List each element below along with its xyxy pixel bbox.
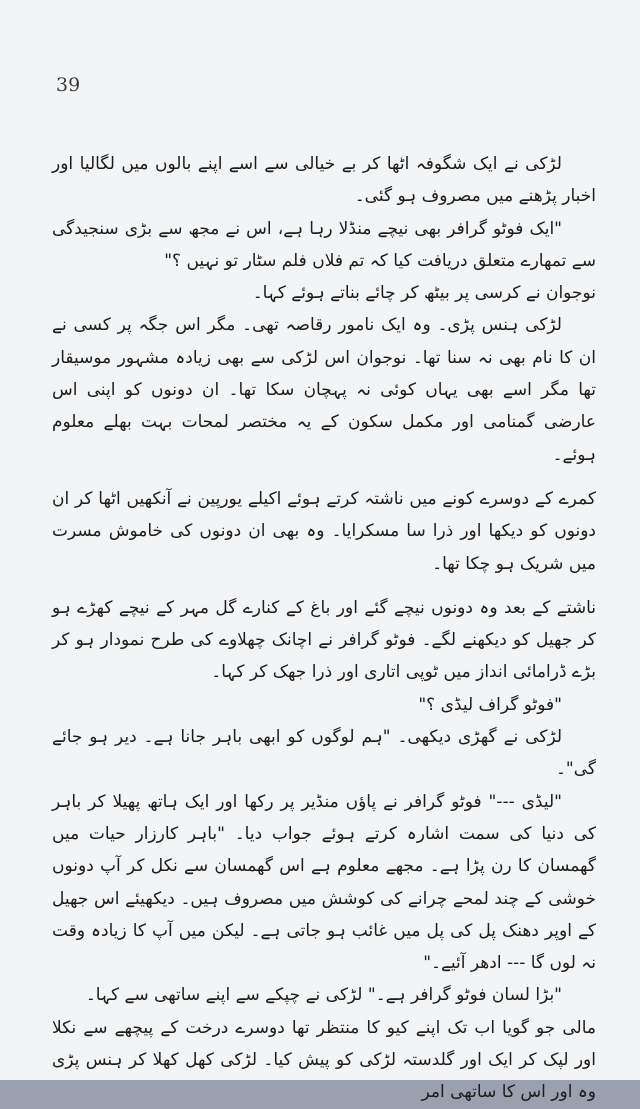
- paragraph: "بڑا لسان فوٹو گرافر ہے۔" لڑکی نے چپکے سے اپنے ساتھی سے کہا۔: [85, 985, 562, 1006]
- paragraph: ناشتے کے بعد وہ دونوں نیچے گئے اور باغ کے کنارے گل مہر کے نیچے کھڑے ہو کر جھیل کو دیکھنے لگے۔ فوٹو گرافر نے اچانک چھلاوے کی طرح نمودار ہو کر بڑے ڈرامائی انداز میں ٹوپی اتاری اور ذرا جھک کر کہا۔: [52, 597, 596, 683]
- paragraph: کمرے کے دوسرے کونے میں ناشتہ کرتے ہوئے اکیلے یورپین نے آنکھیں اٹھا کر ان دونوں کو دیکھا اور ذرا سا مسکرایا۔ وہ بھی ان دونوں کی خاموش مسرت میں شریک ہو چکا تھا۔: [52, 488, 596, 574]
- paragraph: نوجوان نے کرسی پر بیٹھ کر چائے بناتے ہوئے کہا۔: [252, 283, 596, 304]
- paragraph: "لیڈی ---" فوٹو گرافر نے پاؤں منڈیر پر رکھا اور ایک ہاتھ پھیلا کر باہر کی دنیا کی سمت اشارہ کرتے ہوئے جواب دیا۔ "باہر کارزار حیات میں گھمسان کا رن پڑا ہے۔ مجھے معلوم ہے اس گھمسان سے نکل کر آپ دونوں خوشی کے چند لمحے چرانے کی کوشش میں مصروف ہیں۔ دیکھیئے اس جھیل کے اوپر دھنک پل کی پل میں غائب ہو جاتی ہے۔ لیکن میں آپ کا زیادہ وقت نہ لوں گا --- ادھر آئیے۔": [52, 791, 596, 974]
- page-number: 39: [56, 74, 81, 96]
- paragraph: مالی جو گویا اب تک اپنے کیو کا منتظر تھا دوسرے درخت کے پیچھے سے نکلا اور لپک کر ایک اور گلدستہ لڑکی کو پیش کیا۔ لڑکی کھل کھلا کر ہنس پڑی وہ اور اس کا ساتھی امر: [52, 1017, 596, 1103]
- paragraph: لڑکی ہنس پڑی۔ وہ ایک نامور رقاصہ تھی۔ مگر اس جگہ پر کسی نے ان کا نام بھی نہ سنا تھا۔ نوجوان اس لڑکی سے بھی زیادہ مشہور موسیقار تھا مگر اسے بھی یہاں کوئی نہ پہچان سکا تھا۔ ان دونوں کو اپنی اس عارضی گمنامی اور مکمل سکون کے یہ مختصر لمحات بہت بھلے معلوم ہوئے۔: [52, 315, 596, 465]
- page-text: [52, 148, 596, 1109]
- paragraph: "ایک فوٹو گرافر بھی نیچے منڈلا رہا ہے، اس نے مجھ سے بڑی سنجیدگی سے تمھارے متعلق دریافت کیا کہ تم فلاں فلم سٹار تو نہیں ؟": [52, 218, 596, 271]
- paragraph: "فوٹو گراف لیڈی ؟": [418, 694, 562, 715]
- paragraph: لڑکی نے گھڑی دیکھی۔ "ہم لوگوں کو ابھی باہر جانا ہے۔ دیر ہو جائے گی"۔: [52, 727, 596, 780]
- paragraph: لڑکی نے ایک شگوفہ اٹھا کر بے خیالی سے اسے اپنے بالوں میں لگالیا اور اخبار پڑھنے میں مصروف ہو گئی۔: [52, 154, 596, 207]
